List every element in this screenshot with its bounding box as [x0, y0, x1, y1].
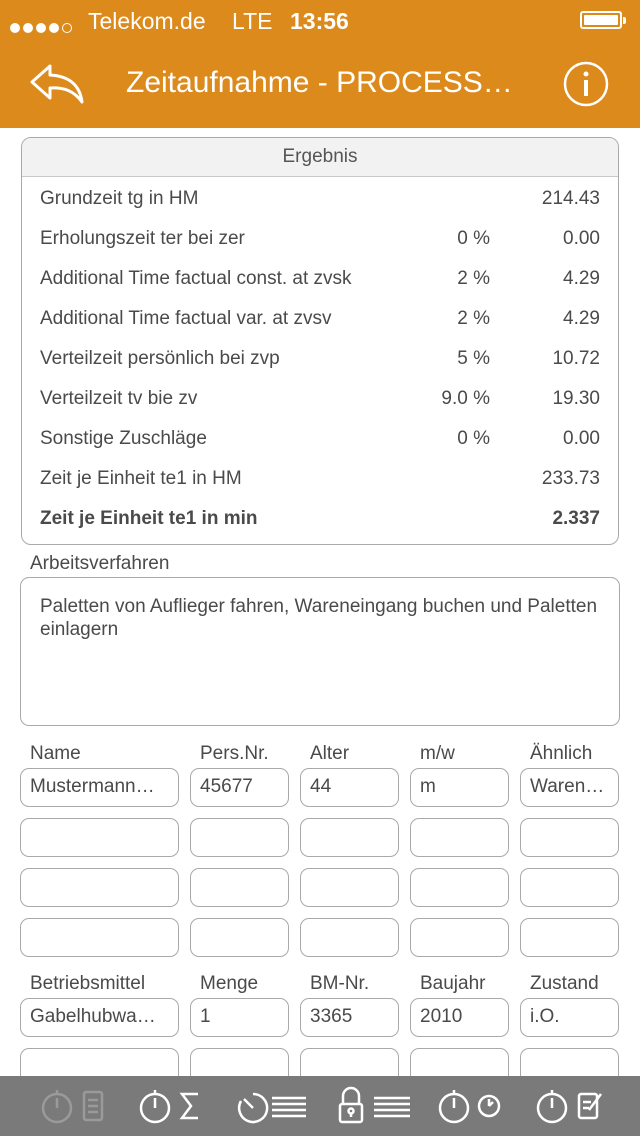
person-gender-field[interactable] [410, 868, 509, 907]
arbeitsverfahren-textarea[interactable]: Paletten von Auflieger fahren, Wareneingang buchen und Paletten einlagern [20, 577, 620, 726]
result-percent: 2 % [457, 268, 490, 289]
signal-strength-icon [10, 12, 75, 39]
result-row [22, 338, 619, 378]
result-value: 4.29 [563, 268, 600, 289]
result-label: Additional Time factual var. at zvsv [40, 308, 332, 329]
result-percent: 0 % [457, 428, 490, 449]
stopwatch-edit-icon[interactable] [535, 1086, 605, 1126]
stopwatch-clock-icon[interactable] [437, 1086, 505, 1126]
person-gender-field[interactable]: m [410, 768, 509, 807]
result-row [22, 258, 619, 298]
result-panel [21, 137, 619, 545]
result-label: Sonstige Zuschläge [40, 428, 207, 449]
result-row [22, 378, 619, 418]
equipment-condition-field[interactable]: i.O. [520, 998, 619, 1037]
result-percent: 9.0 % [441, 388, 490, 409]
person-age-field[interactable] [300, 918, 399, 957]
column-header-menge: Menge [200, 973, 259, 994]
tab-bar [0, 1076, 640, 1136]
result-value: 10.72 [552, 348, 600, 369]
timer-list-icon[interactable] [236, 1086, 308, 1126]
column-header-name: Name [30, 743, 81, 764]
result-value: 0.00 [563, 428, 600, 449]
equipment-year-field[interactable]: 2010 [410, 998, 509, 1037]
result-value: 0.00 [563, 228, 600, 249]
column-header-bm-nr: BM-Nr. [310, 973, 370, 994]
result-value: 233.73 [541, 468, 600, 489]
person-number-field[interactable]: 45677 [190, 768, 289, 807]
network-type: LTE [232, 8, 273, 34]
result-percent: 0 % [457, 228, 490, 249]
result-label: Zeit je Einheit te1 in min [40, 508, 258, 529]
carrier-name: Telekom.de [88, 8, 206, 34]
result-label: Verteilzeit tv bie zv [40, 388, 198, 409]
person-age-field[interactable] [300, 818, 399, 857]
result-row [22, 178, 619, 218]
person-name-field[interactable] [20, 918, 179, 957]
result-value: 2.337 [552, 508, 600, 529]
result-percent: 5 % [457, 348, 490, 369]
person-number-field[interactable] [190, 918, 289, 957]
person-similar-field[interactable] [520, 818, 619, 857]
result-label: Grundzeit tg in HM [40, 188, 199, 209]
result-value: 4.29 [563, 308, 600, 329]
navigation-bar [0, 40, 640, 128]
info-circle-icon[interactable] [563, 61, 609, 107]
person-age-field[interactable]: 44 [300, 768, 399, 807]
result-row [22, 218, 619, 258]
status-bar [0, 0, 640, 40]
column-header-mw: m/w [420, 743, 455, 764]
arbeitsverfahren-label: Arbeitsverfahren [30, 553, 170, 574]
person-similar-field[interactable] [520, 918, 619, 957]
result-header: Ergebnis [22, 138, 618, 177]
status-time: 13:56 [290, 8, 349, 34]
result-label: Erholungszeit ter bei zer [40, 228, 245, 249]
column-header-aehnlich: Ähnlich [530, 743, 593, 764]
battery-icon [580, 11, 622, 29]
result-label: Zeit je Einheit te1 in HM [40, 468, 242, 489]
person-similar-field[interactable] [520, 868, 619, 907]
person-gender-field[interactable] [410, 818, 509, 857]
column-header-betriebsmittel: Betriebsmittel [30, 973, 146, 994]
person-name-field[interactable]: Mustermann… [20, 768, 179, 807]
stopwatch-sigma-icon[interactable] [138, 1086, 206, 1126]
result-row [22, 298, 619, 338]
result-label: Additional Time factual const. at zvsk [40, 268, 352, 289]
person-number-field[interactable] [190, 868, 289, 907]
stopwatch-document-icon[interactable] [40, 1086, 108, 1126]
page-title: Zeitaufnahme - PROCESS… [126, 66, 513, 99]
result-label: Verteilzeit persönlich bei zvp [40, 348, 280, 369]
lock-list-icon[interactable] [338, 1086, 412, 1126]
person-similar-field[interactable]: Waren… [520, 768, 619, 807]
equipment-quantity-field[interactable]: 1 [190, 998, 289, 1037]
equipment-name-field[interactable]: Gabelhubwa… [20, 998, 179, 1037]
column-header-pers-nr: Pers.Nr. [200, 743, 269, 764]
result-value: 214.43 [541, 188, 600, 209]
result-percent: 2 % [457, 308, 490, 329]
person-number-field[interactable] [190, 818, 289, 857]
person-gender-field[interactable] [410, 918, 509, 957]
result-row [22, 458, 619, 498]
equipment-number-field[interactable]: 3365 [300, 998, 399, 1037]
result-row [22, 418, 619, 458]
person-age-field[interactable] [300, 868, 399, 907]
person-name-field[interactable] [20, 818, 179, 857]
column-header-zustand: Zustand [530, 973, 599, 994]
person-name-field[interactable] [20, 868, 179, 907]
column-header-baujahr: Baujahr [420, 973, 486, 994]
result-value: 19.30 [552, 388, 600, 409]
result-total-row [22, 498, 619, 538]
column-header-alter: Alter [310, 743, 350, 764]
reply-arrow-icon[interactable] [28, 60, 86, 108]
